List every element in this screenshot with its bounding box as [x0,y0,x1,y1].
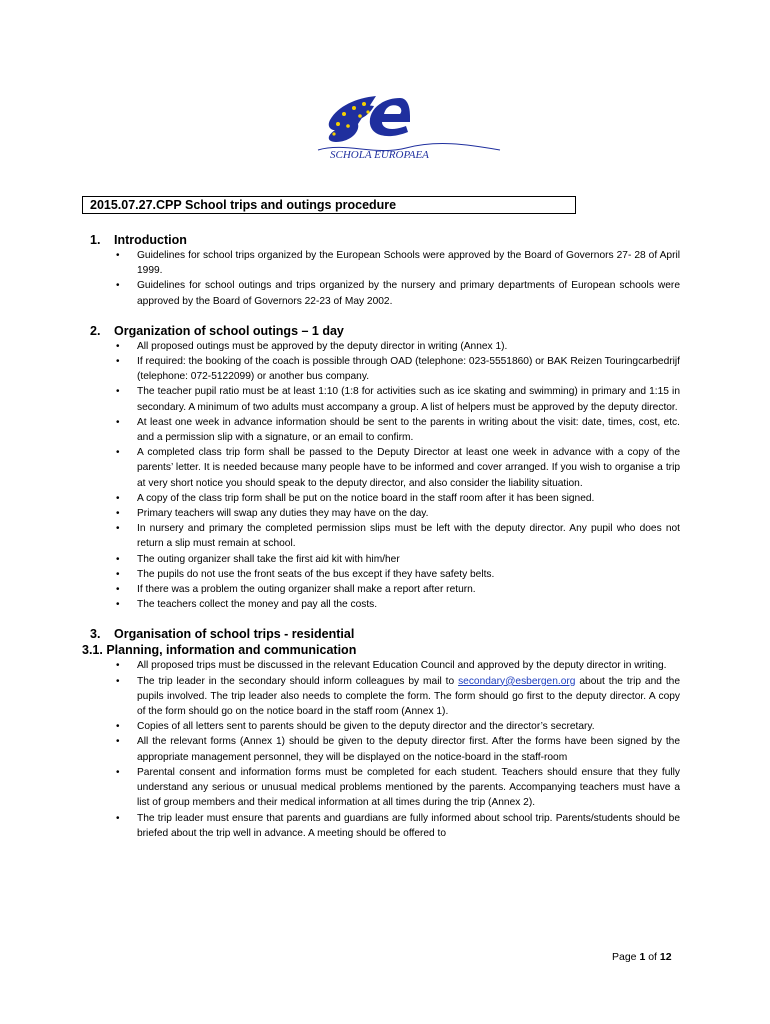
bullet-icon: • [116,675,120,687]
bullet-icon: • [116,812,120,824]
introduction-list [90,248,680,309]
section-heading-introduction: 1. Introduction [90,233,187,247]
list-item: • Primary teachers will swap any duties they may have on the day. [90,506,680,521]
bullet-icon: • [116,599,120,611]
list-item: • All proposed trips must be discussed in the relevant Education Council and approved by the deputy director in writing. [90,658,680,673]
bullet-icon: • [116,416,120,428]
list-item: • A copy of the class trip form shall be put on the notice board in the staff room after it has been signed. [90,491,680,506]
trips-list [90,658,680,840]
section-heading-trips: 3. Organisation of school trips - residential [90,627,355,642]
subsection-heading-planning: 3.1. Planning, information and communication [82,643,357,658]
list-item: • The teachers collect the money and pay all the costs. [90,597,680,612]
list-item: • The trip leader in the secondary should inform colleagues by mail to secondary@esbergen.org about the trip and the pupils involved. The trip leader also needs to complete the form. The form should go first to the deputy director. A copy of the form should go on the notice board in the staff room (Annex 1). [116,675,680,718]
list-item: • All proposed outings must be approved by the deputy director in writing (Annex 1). [90,339,680,354]
list-item: • Copies of all letters sent to parents should be given to the deputy director and the director’s secretary. [90,719,680,734]
bullet-icon: • [116,447,120,459]
logo-text: SCHOLA EUROPAEA [330,149,429,161]
bullet-icon: • [116,386,120,398]
bullet-icon: • [116,568,120,580]
list-item: • If required: the booking of the coach is possible through OAD (telephone: 023-5551860) or BAK Reizen Touringcarbedrijf (telephone: 072-5122099) or another bus company. [116,356,680,383]
bullet-icon: • [116,280,120,292]
bullet-icon: • [116,736,120,748]
bullet-icon: • [116,660,120,672]
list-item: • In nursery and primary the completed permission slips must be left with the deputy director. Any pupil who does not return a slip must remain at school. [116,523,680,550]
schola-europaea-logo [316,92,502,162]
section-heading-outings: 2. Organization of school outings – 1 day [90,323,344,338]
list-item: • All the relevant forms (Annex 1) should be given to the deputy director first. After the forms have been signed by the appropriate management personnel, they will be displayed on the notice-board in the staff-room [116,736,680,763]
logo-graphic [316,92,502,162]
list-item: • If there was a problem the outing organizer shall make a report after return. [90,582,680,597]
list-item: • Parental consent and information forms must be completed for each student. Teachers should ensure that they fully understand any serious or unusual medical problems mentioned by the parents. Accompanying teachers must have a list of group members and their medical information at all times during the trip (Annex 2). [116,766,680,809]
list-item: • The outing organizer shall take the first aid kit with him/her [90,552,680,567]
bullet-icon: • [116,356,120,368]
page-number: Page 1 of 12 [612,951,672,963]
list-item: • The pupils do not use the front seats of the bus except if they have safety belts. [90,567,680,582]
list-item: • The teacher pupil ratio must be at least 1:10 (1:8 for activities such as ice skating and swimming) in primary and 1:15 in secondary. A minimum of two adults must accompany a group. A list of helpers must be approved by the deputy director. [116,386,680,413]
list-item: • At least one week in advance information should be sent to the parents in writing about the visit: date, times, cost, etc. and a permission slip with a signature, or an email to confirm. [116,416,680,444]
bullet-icon: • [116,553,120,565]
email-link[interactable]: secondary@esbergen.org [458,675,576,687]
document-title: 2015.07.27.CPP School trips and outings procedure [82,196,576,214]
bullet-icon: • [116,508,120,520]
list-item: • A completed class trip form shall be passed to the Deputy Director at least one week in advance with a copy of the parents’ letter. It is needed because many people have to be informed and cover arranged. If you wish to organise a trip at very short notice you should speak to the deputy director, and also consider the liability situation. [116,447,680,489]
bullet-icon: • [116,766,120,778]
bullet-icon: • [116,721,120,733]
bullet-icon: • [116,523,120,535]
bullet-icon: • [116,492,120,504]
outings-list [90,339,680,613]
bullet-icon: • [116,340,120,352]
list-item: • Guidelines for school trips organized by the European Schools were approved by the Board of Governors 27- 28 of April 1999. [116,250,680,277]
list-item: • Guidelines for school outings and trips organized by the nursery and primary departments of European schools were approved by the Board of Governors 22-23 of May 2002. [116,280,680,307]
bullet-icon: • [116,584,120,596]
document-body [82,232,680,841]
list-item: • The trip leader must ensure that parents and guardians are fully informed about school trip. Parents/students should be briefed about the trip well in advance. A meeting should be offered to [116,812,680,839]
bullet-icon: • [116,250,120,261]
